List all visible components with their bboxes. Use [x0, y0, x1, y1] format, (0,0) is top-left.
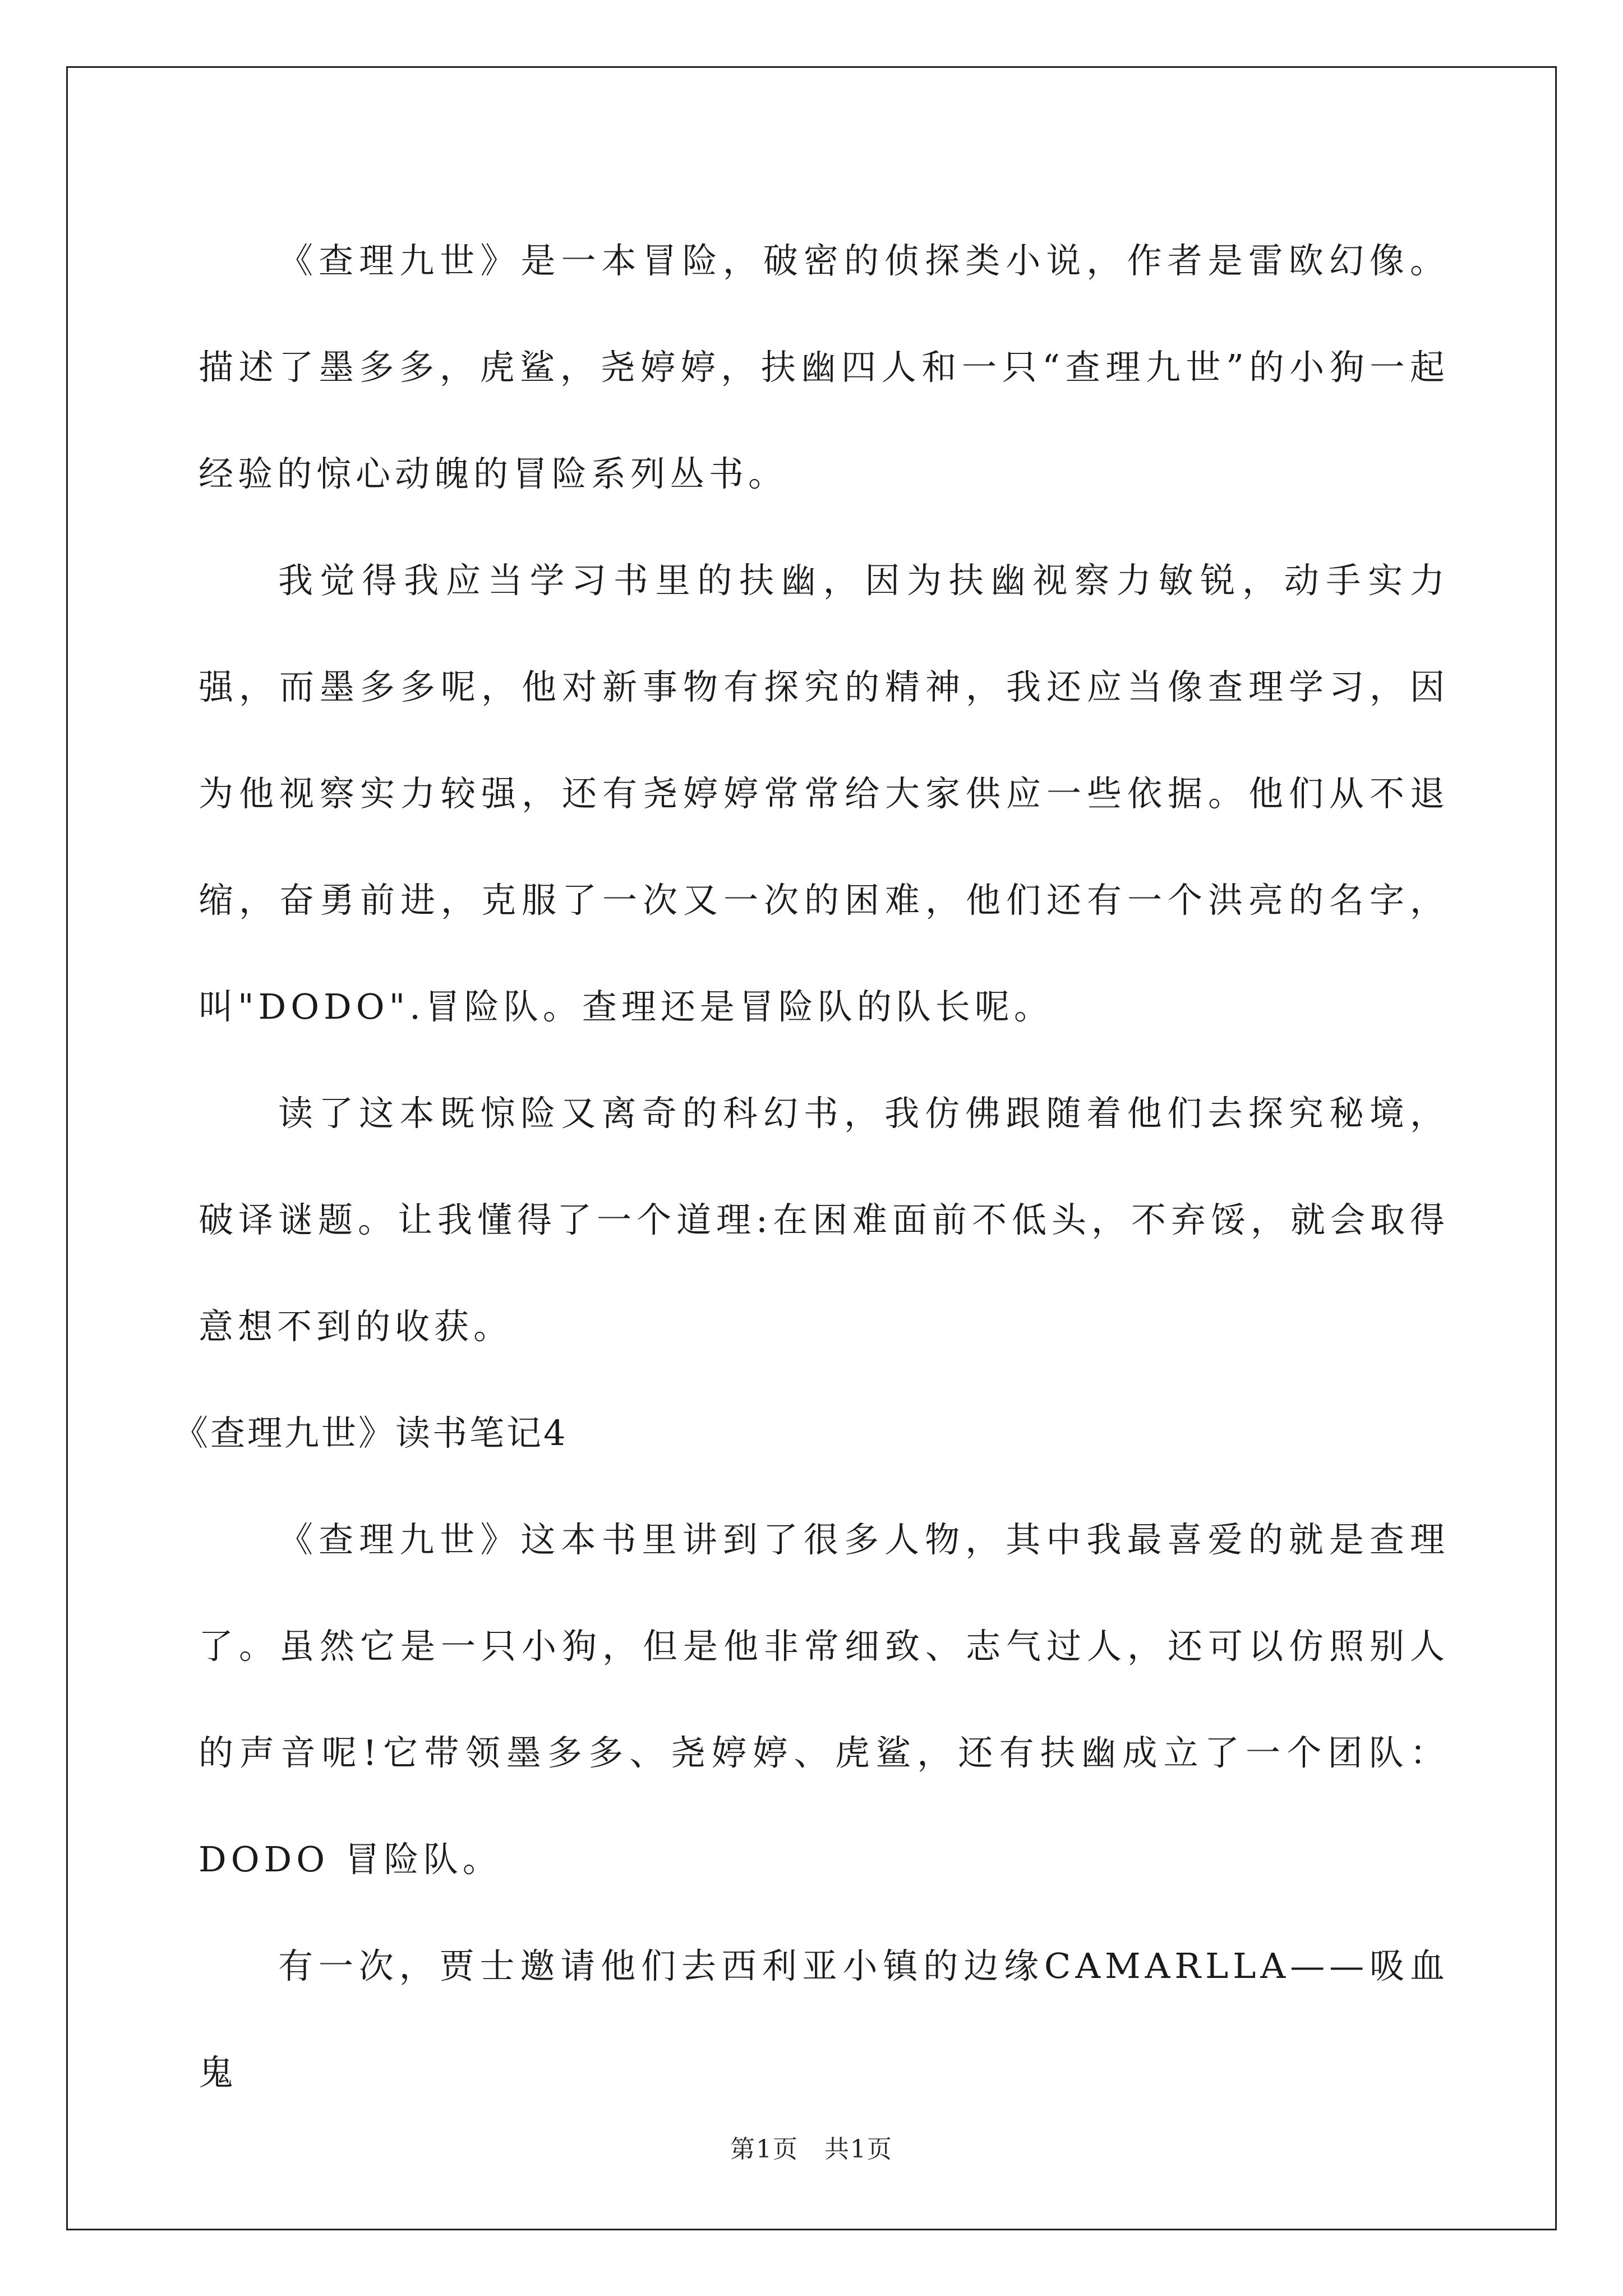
page-number-footer: 第1页 共1页 — [730, 2135, 893, 2164]
paragraph-reflection: 读了这本既惊险又离奇的科幻书，我仿佛跟随着他们去探究秘境，破译谜题。让我懂得了一个道理:在困难面前不低头，不弃馁，就会取得意想不到的收获。 — [199, 1093, 1449, 1347]
document-body — [173, 208, 1449, 2126]
section-heading: 《查理九世》读书笔记4 — [173, 1412, 568, 1453]
paragraph-adventure: 有一次，贾士邀请他们去西利亚小镇的边缘CAMARLLA——吸血鬼 — [199, 1945, 1449, 2093]
paragraph-characters: 《查理九世》这本书里讲到了很多人物，其中我最喜爱的就是查理了。虽然它是一只小狗，但是他非常细致、志气过人，还可以仿照别人的声音呢!它带领墨多多、尧婷婷、虎鲨，还有扶幽成立了一个团队：DODO 冒险队。 — [199, 1519, 1449, 1880]
paragraph-intro: 《查理九世》是一本冒险，破密的侦探类小说，作者是雷欧幻像。描述了墨多多，虎鲨，尧婷婷，扶幽四人和一只“查理九世”的小狗一起经验的惊心动魄的冒险系列丛书。 — [199, 240, 1449, 494]
paragraph-learning: 我觉得我应当学习书里的扶幽，因为扶幽视察力敏锐，动手实力强，而墨多多呢，他对新事物有探究的精神，我还应当像查理学习，因为他视察实力较强，还有尧婷婷常常给大家供应一些依据。他们从不退缩，奋勇前进，克服了一次又一次的困难，他们还有一个洪亮的名字，叫"DODO".冒险队。查理还是冒险队的队长呢。 — [199, 560, 1449, 1027]
